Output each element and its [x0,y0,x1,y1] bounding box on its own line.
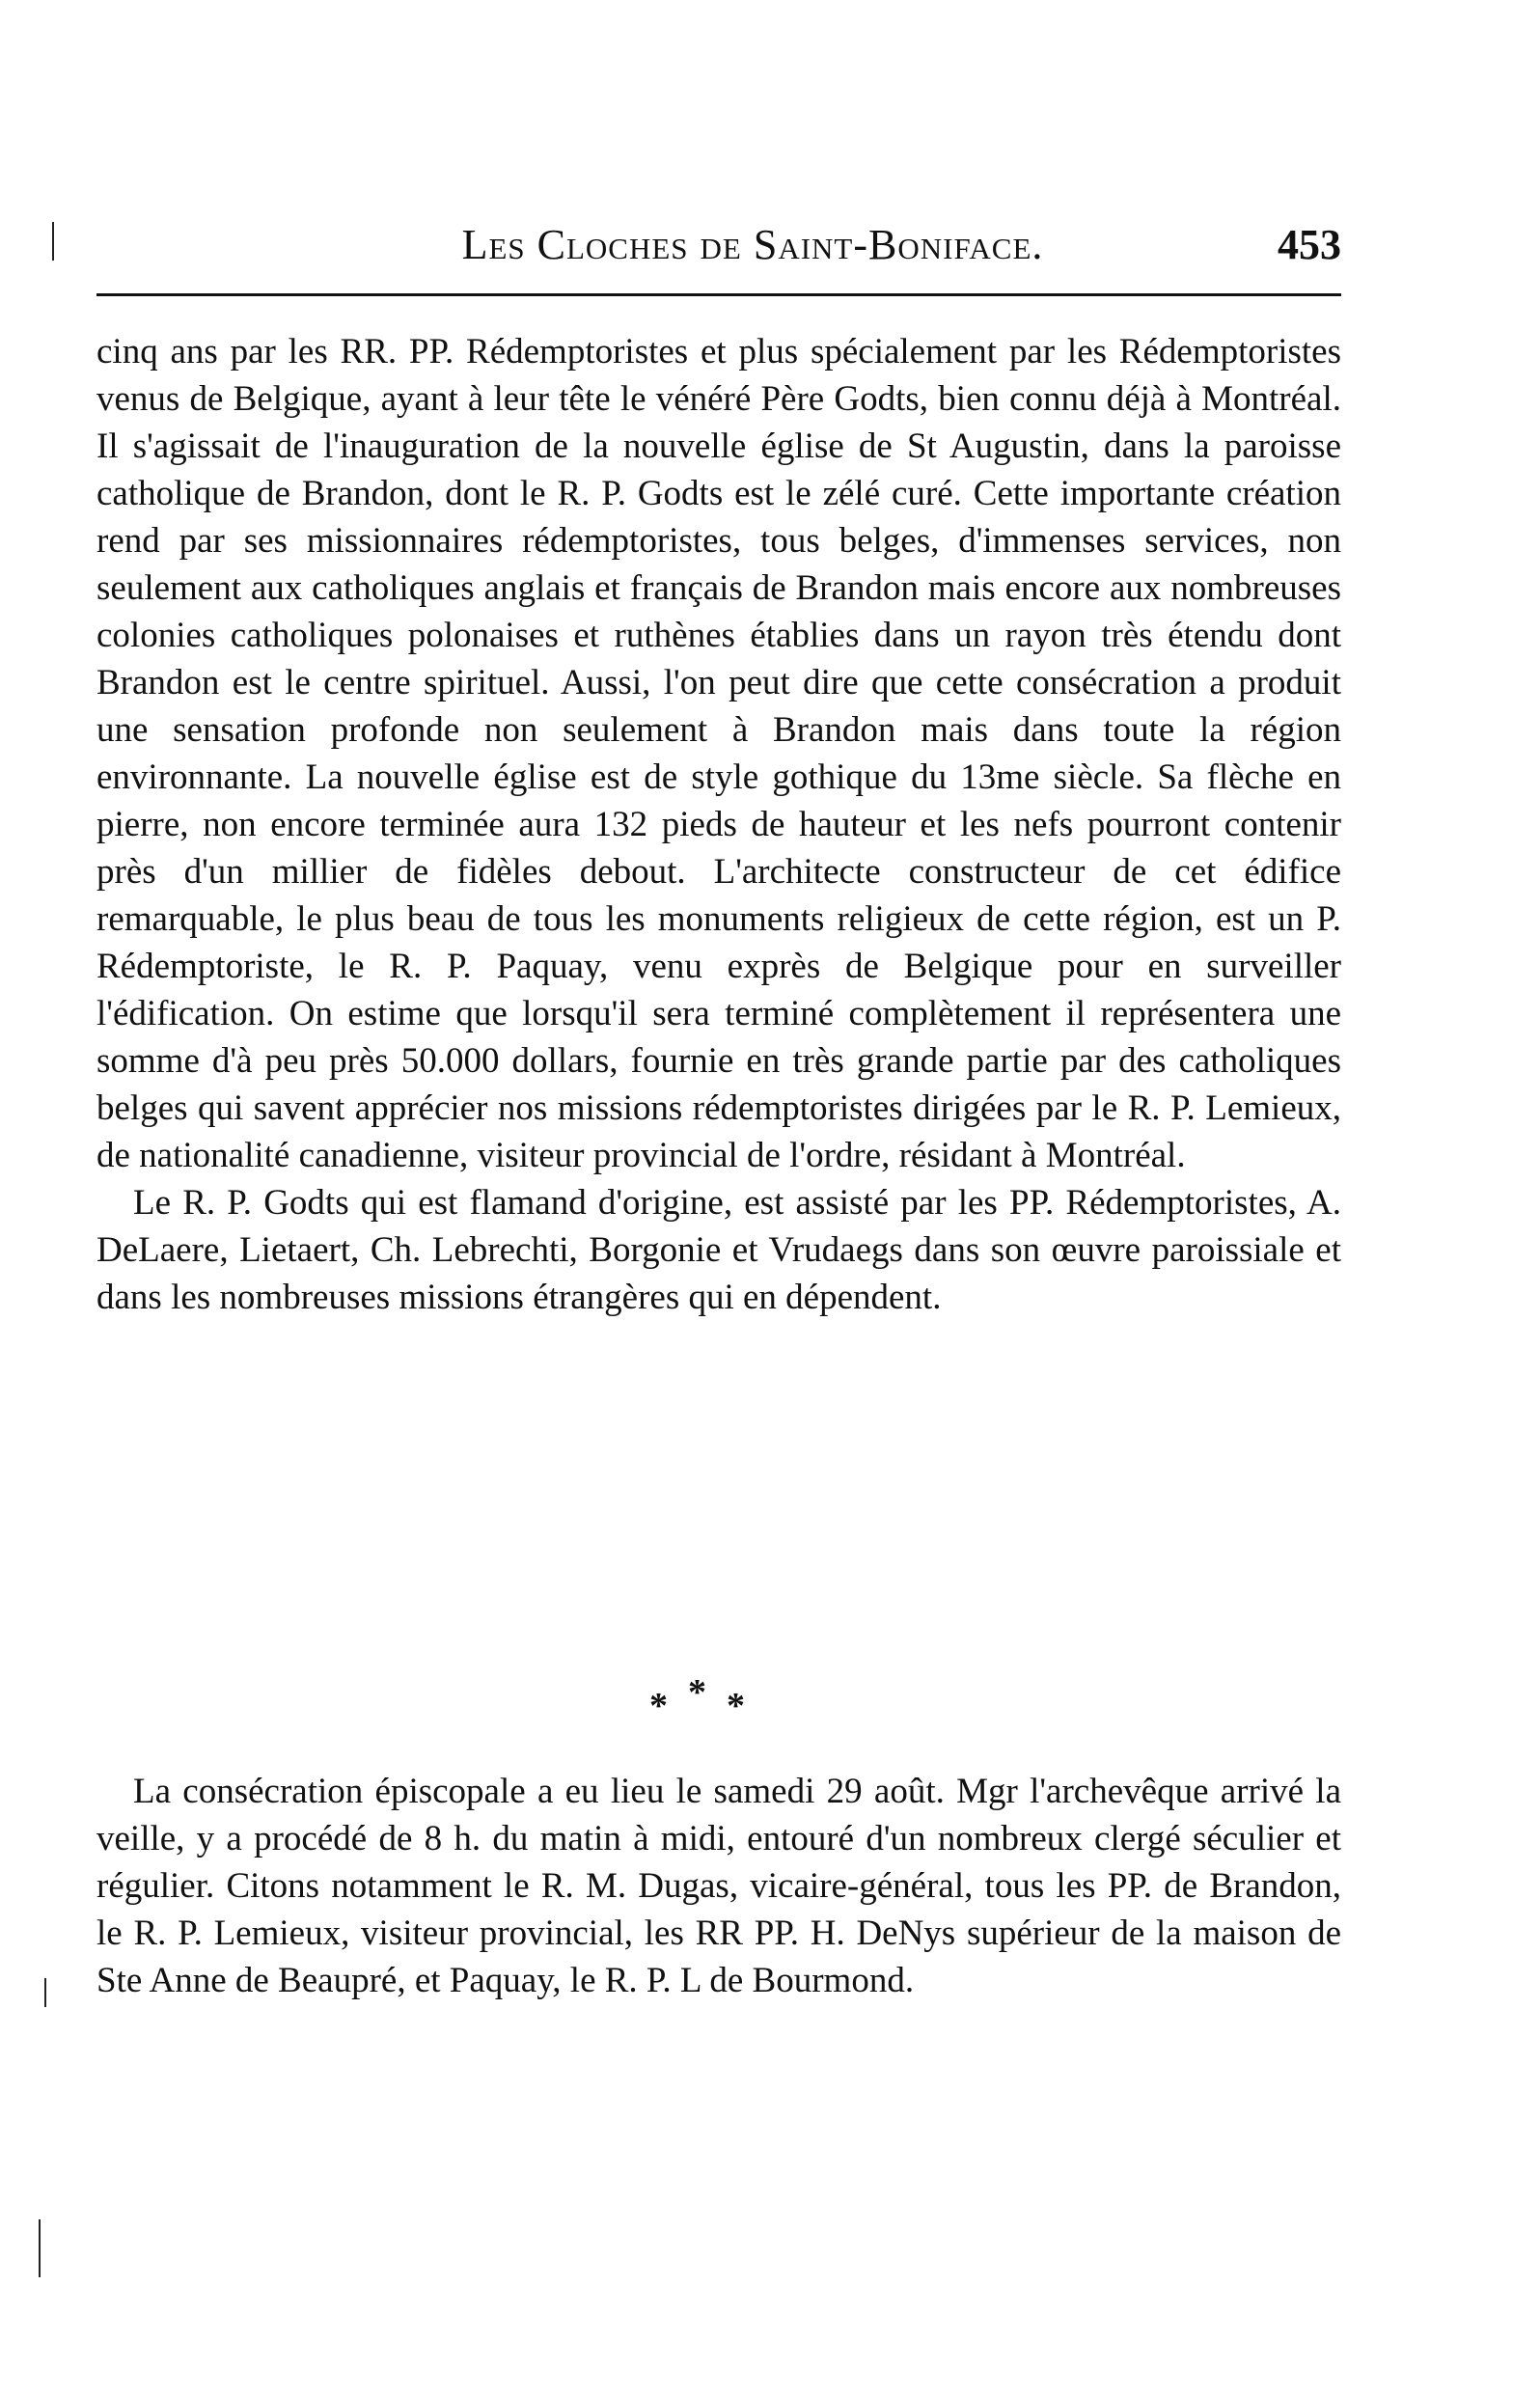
paragraph-2: Le R. P. Godts qui est flamand d'origine, est assisté par les PP. Rédemptoristes, A. DeLaere, Lietaert, Ch. Lebrechti, Borgonie et Vrudaegs dans son œuvre paroissiale et dans les nombreuses missions étrangères qui en dépendent. [96,1183,1341,1317]
separator-star: * [649,1686,668,1726]
main-text [96,328,1341,1321]
margin-mark [44,1978,46,2007]
margin-mark [39,2219,41,2277]
header-rule [96,293,1341,296]
running-title: Les Cloches de Saint-Boniface. [461,221,1044,268]
section-separator [0,1671,1540,1729]
page-number: 453 [1278,221,1341,268]
separator-star: * [688,1672,706,1713]
separator-star: * [727,1686,745,1726]
margin-mark [52,222,54,261]
paragraph-1: cinq ans par les RR. PP. Rédemptoristes et plus spécialement par les Rédemptoristes venus de Belgique, ayant à leur tête le vénéré Père Godts, bien connu déjà à Montréal. Il s'agissait de l'inauguration de la nouvelle église de St Augustin, dans la paroisse catholique de Brandon, dont le R. P. Godts est le zélé curé. Cette importante création rend par ses missionnaires rédemptoristes, tous belges, d'immenses services, non seulement aux catholiques anglais et français de Brandon mais encore aux nombreuses colonies catholiques polonaises et ruthènes établies dans un rayon très étendu dont Brandon est le centre spirituel. Aussi, l'on peut dire que cette consécration a produit une sensation profonde non seulement à Brandon mais dans toute la région environnante. La nouvelle église est de style gothique du 13me siècle. Sa flèche en pierre, non encore terminée aura 132 pieds de hauteur et les nefs pourront contenir près d'un millier de fidèles debout. L'architecte constructeur de cet édifice remarquable, le plus beau de tous les monuments religieux de cette région, est un P. Rédemptoriste, le R. P. Paquay, venu exprès de Belgique pour en surveiller l'édification. On estime que lorsqu'il sera terminé complètement il représentera une somme d'à peu près 50.000 dollars, fournie en très grande partie par des catholiques belges qui savent apprécier nos missions rédemptoristes dirigées par le R. P. Lemieux, de nationalité canadienne, visiteur provincial de l'ordre, résidant à Montréal. [96,332,1341,1175]
secondary-text [96,1768,1341,2004]
page-header [96,220,1341,278]
paragraph-3: La consécration épiscopale a eu lieu le samedi 29 août. Mgr l'archevêque arrivé la veille, y a procédé de 8 h. du matin à midi, entouré d'un nombreux clergé séculier et régulier. Citons notamment le R. M. Dugas, vicaire-général, tous les PP. de Brandon, le R. P. Lemieux, visiteur provincial, les RR PP. H. DeNys supérieur de la maison de Ste Anne de Beaupré, et Paquay, le R. P. L de Bourmond. [96,1772,1341,2000]
